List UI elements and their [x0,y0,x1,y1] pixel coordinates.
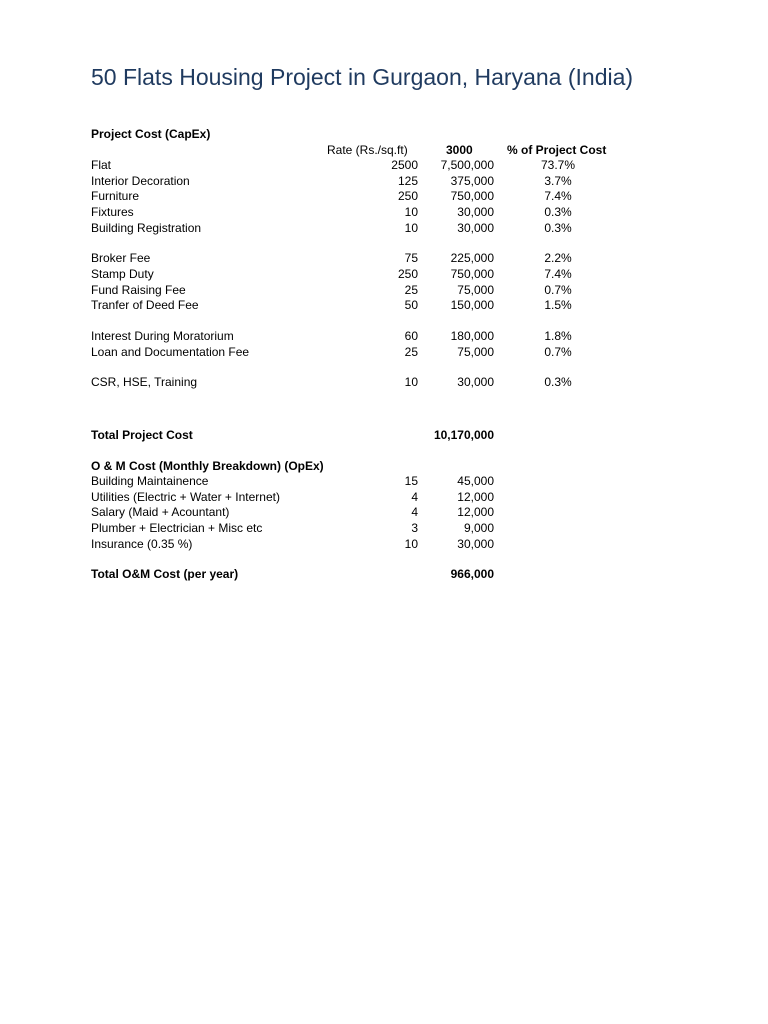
capex-total-row [0,428,768,443]
opex-row [0,537,768,552]
row-amount: 45,000 [457,474,494,488]
capex-row [0,345,768,360]
total-project-cost-label: Total Project Cost [91,428,193,442]
opex-row [0,474,768,489]
row-rate: 25 [404,345,418,359]
row-rate: 10 [404,221,418,235]
row-pct: 7.4% [544,267,572,281]
capex-row [0,251,768,266]
document-title: 50 Flats Housing Project in Gurgaon, Haryana (India) [91,64,634,90]
col-pct-header: % of Project Cost [507,143,607,157]
opex-row [0,505,768,520]
row-label: Insurance (0.35 %) [91,537,193,551]
col-qty-header: 3000 [446,143,473,157]
capex-row [0,221,768,236]
capex-row [0,189,768,204]
row-rate: 15 [404,474,418,488]
total-project-cost-value: 10,170,000 [433,428,494,442]
row-amount: 30,000 [457,375,494,389]
row-label: Plumber + Electrician + Misc etc [91,521,263,535]
row-rate: 3 [411,521,418,535]
row-label: Tranfer of Deed Fee [91,298,199,312]
row-rate: 4 [411,490,418,504]
row-pct: 1.8% [544,329,572,343]
row-rate: 50 [404,298,418,312]
capex-heading: Project Cost (CapEx) [91,127,211,141]
row-amount: 375,000 [450,174,494,188]
row-label: Building Maintainence [91,474,209,488]
row-rate: 4 [411,505,418,519]
row-pct: 7.4% [544,189,572,203]
row-label: Building Registration [91,221,202,235]
row-pct: 2.2% [544,251,572,265]
row-pct: 3.7% [544,174,572,188]
row-amount: 180,000 [450,329,494,343]
row-rate: 10 [404,205,418,219]
row-label: Interior Decoration [91,174,190,188]
row-amount: 12,000 [457,505,494,519]
row-rate: 75 [404,251,418,265]
row-rate: 60 [404,329,418,343]
row-label: Stamp Duty [91,267,154,281]
capex-heading-row [0,127,768,142]
capex-row [0,375,768,390]
row-label: Flat [91,158,112,172]
row-label: Furniture [91,189,140,203]
capex-column-headers [0,143,768,158]
row-label: Utilities (Electric + Water + Internet) [91,490,280,504]
row-amount: 7,500,000 [440,158,494,172]
row-amount: 750,000 [450,267,494,281]
row-rate: 10 [404,375,418,389]
opex-heading-row [0,459,768,474]
row-rate: 125 [397,174,418,188]
opex-heading: O & M Cost (Monthly Breakdown) (OpEx) [91,459,324,473]
row-amount: 30,000 [457,221,494,235]
total-om-cost-label: Total O&M Cost (per year) [91,567,239,581]
row-pct: 1.5% [544,298,572,312]
capex-row [0,174,768,189]
row-label: Fixtures [91,205,134,219]
row-rate: 2500 [391,158,418,172]
row-label: Loan and Documentation Fee [91,345,250,359]
opex-row [0,521,768,536]
capex-row [0,158,768,173]
row-amount: 750,000 [450,189,494,203]
row-amount: 75,000 [457,345,494,359]
row-pct: 73.7% [540,158,576,172]
capex-row [0,283,768,298]
capex-row [0,267,768,282]
row-amount: 225,000 [450,251,494,265]
row-pct: 0.3% [544,205,572,219]
row-label: Broker Fee [91,251,151,265]
row-label: CSR, HSE, Training [91,375,198,389]
row-amount: 30,000 [457,537,494,551]
row-pct: 0.3% [544,375,572,389]
row-rate: 250 [397,267,418,281]
capex-row [0,298,768,313]
row-amount: 150,000 [450,298,494,312]
row-rate: 10 [404,537,418,551]
row-amount: 30,000 [457,205,494,219]
row-rate: 250 [397,189,418,203]
row-rate: 25 [404,283,418,297]
row-pct: 0.3% [544,221,572,235]
row-label: Salary (Maid + Acountant) [91,505,230,519]
row-label: Fund Raising Fee [91,283,186,297]
total-om-cost-value: 966,000 [450,567,494,581]
col-rate-header: Rate (Rs./sq.ft) [327,143,408,157]
opex-total-row [0,567,768,582]
capex-row [0,329,768,344]
row-pct: 0.7% [544,345,572,359]
row-label: Interest During Moratorium [91,329,234,343]
opex-row [0,490,768,505]
row-pct: 0.7% [544,283,572,297]
row-amount: 75,000 [457,283,494,297]
capex-row [0,205,768,220]
row-amount: 9,000 [463,521,494,535]
row-amount: 12,000 [457,490,494,504]
